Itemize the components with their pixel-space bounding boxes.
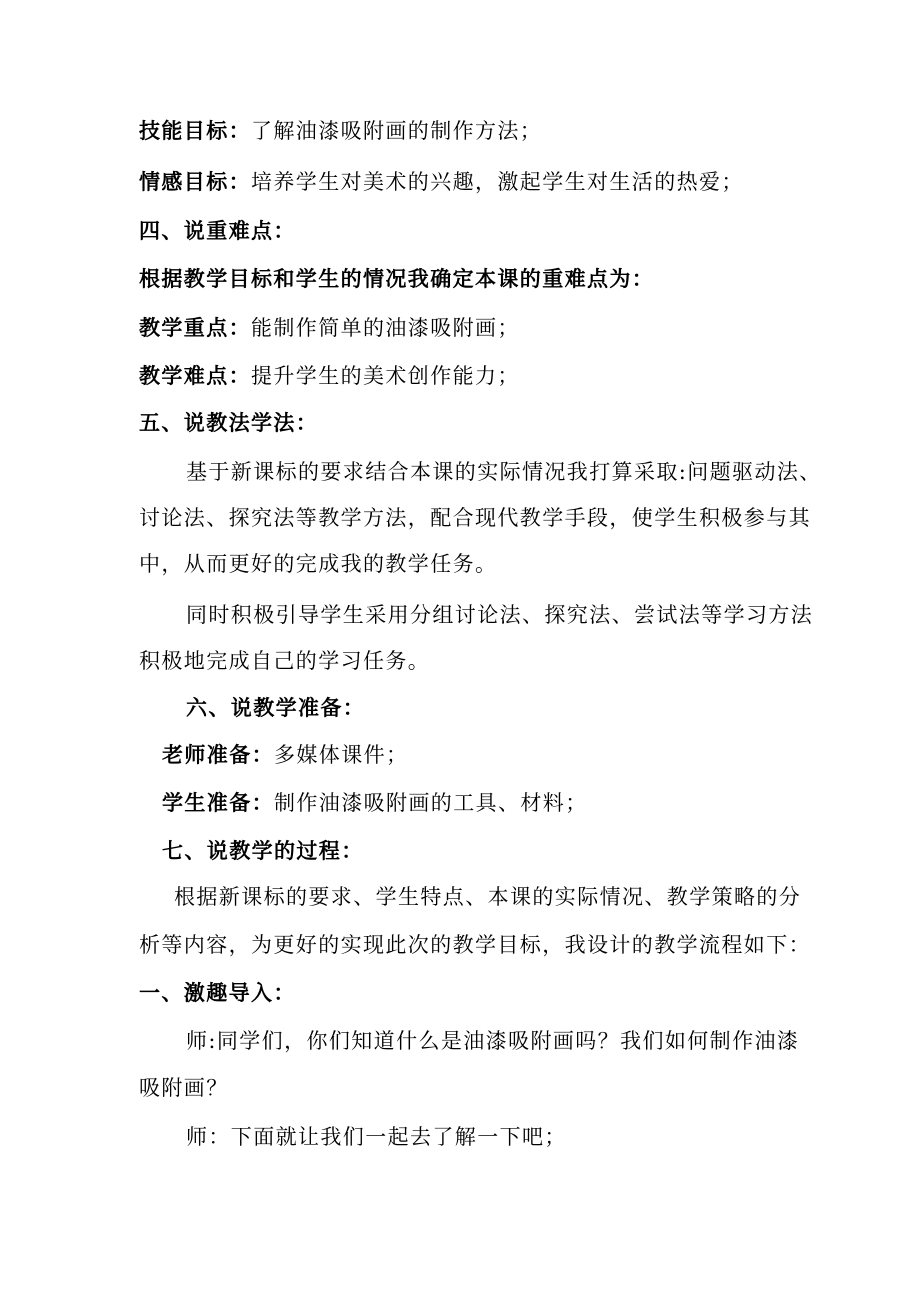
student-prep-label: 学生准备： (162, 790, 274, 815)
section4-intro: 根据教学目标和学生的情况我确定本课的重难点为： (139, 266, 655, 291)
difficult-point-text: 提升学生的美术创作能力； (251, 364, 520, 388)
section6-title: 六、说教学准备： (186, 695, 366, 720)
dialogue2-line: 师：下面就让我们一起去了解一下吧； (186, 1125, 567, 1149)
part1-title: 一、激趣导入： (139, 980, 296, 1005)
section5-para1-line3: 中，从而更好的完成我的教学任务。 (139, 552, 498, 576)
skill-goal-label: 技能目标： (139, 118, 251, 143)
section7-para-line2: 析等内容，为更好的实现此次的教学目标，我设计的教学流程如下： (139, 933, 811, 957)
student-prep-text: 制作油漆吸附画的工具、材料； (274, 791, 588, 815)
section4-title: 四、说重难点： (139, 218, 296, 243)
emotion-goal-label: 情感目标： (139, 169, 251, 194)
section5-para1-line1: 基于新课标的要求结合本课的实际情况我打算采取:问题驱动法、 (186, 460, 822, 484)
key-point-text: 能制作简单的油漆吸附画； (251, 316, 520, 340)
section5-para2-line2: 积极地完成自己的学习任务。 (139, 649, 431, 673)
skill-goal-text: 了解油漆吸附画的制作方法； (251, 119, 543, 143)
emotion-goal-line (139, 167, 744, 197)
difficult-point-label: 教学难点： (139, 363, 251, 388)
section7-para-line1: 根据新课标的要求、学生特点、本课的实际情况、教学策略的分 (174, 885, 802, 909)
section5-para1-line2: 讨论法、探究法等教学方法，配合现代教学手段，使学生积极参与其 (139, 506, 811, 530)
section5-para2-line1: 同时积极引导学生采用分组讨论法、探究法、尝试法等学习方法 (186, 603, 814, 627)
skill-goal-line (139, 116, 542, 146)
difficult-point-line (139, 361, 520, 391)
section5-title: 五、说教法学法： (139, 410, 319, 435)
teacher-prep-text: 多媒体课件； (274, 743, 409, 767)
section7-title: 七、说教学的过程： (162, 838, 364, 863)
key-point-label: 教学重点： (139, 315, 251, 340)
key-point-line (139, 313, 520, 343)
emotion-goal-text: 培养学生对美术的兴趣，激起学生对生活的热爱； (251, 170, 744, 194)
student-prep-line (162, 788, 588, 818)
dialogue1-line1: 师:同学们，你们知道什么是油漆吸附画吗？我们如何制作油漆 (186, 1029, 800, 1053)
teacher-prep-line (162, 740, 408, 770)
dialogue1-line2: 吸附画？ (139, 1076, 229, 1100)
teacher-prep-label: 老师准备： (162, 742, 274, 767)
